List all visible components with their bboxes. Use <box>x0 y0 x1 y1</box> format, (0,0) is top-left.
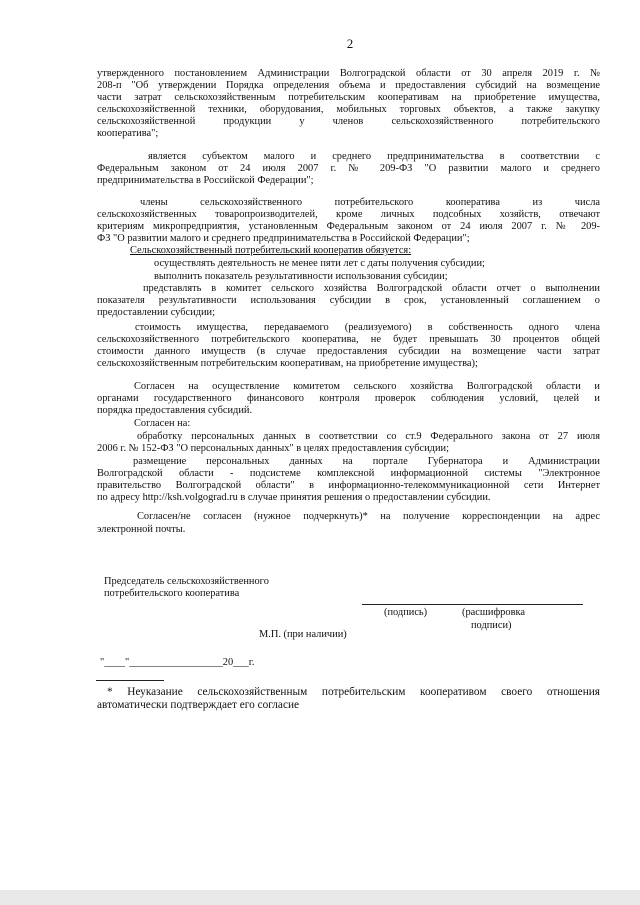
body-line: части затрат сельскохозяйственным потребительским кооперативам на приобретение имущества, <box>97 92 600 103</box>
body-line: Согласен/не согласен (нужное подчеркнуть)* на получение корреспонденции на адрес <box>137 511 600 522</box>
body-line: сельскохозяйственных товаропроизводителей, кроме личных подсобных хозяйств, отвечают <box>97 209 600 220</box>
body-line: предпринимательства в Российской Федерации"; <box>97 175 314 186</box>
body-line: представлять в комитет сельского хозяйства Волгоградской области отчет о выполнении <box>143 283 600 294</box>
signatory-position: потребительского кооператива <box>104 588 240 599</box>
body-line: размещение персональных данных на портале Губернатора и Администрации <box>133 456 600 467</box>
body-line: порядка предоставления субсидий. <box>97 405 253 416</box>
body-line: стоимость имущества, передаваемого (реализуемого) в собственность одного члена <box>135 322 600 333</box>
body-line: правительство Волгоградской области" в информационно-телекоммуникационной сети Интернет <box>97 480 600 491</box>
signature-label: (подпись) <box>384 607 428 618</box>
footnote-line: автоматически подтверждает его согласие <box>97 699 300 711</box>
body-line: предоставлении субсидии; <box>97 307 215 318</box>
scan-bottom-edge <box>0 890 640 905</box>
page-number: 2 <box>346 36 354 51</box>
body-line: сельскохозяйственного потребительского кооператива, не будет превышать 30 процентов общей <box>97 334 600 345</box>
body-line: обработку персональных данных в соответствии со ст.9 Федерального закона от 27 июля <box>137 431 600 442</box>
body-line: осуществлять деятельность не менее пяти лет с даты получения субсидии; <box>154 258 485 269</box>
body-line: критериям микропредприятия, установленным Федеральным законом от 24 июля 2007 г. № 209- <box>97 221 600 232</box>
body-line: Согласен на: <box>134 418 191 429</box>
body-line: 208-п "Об утверждении Порядка определения объема и предоставления субсидий на возмещение <box>97 80 600 91</box>
obligations-heading: Сельскохозяйственный потребительский кооператив обязуется: <box>130 245 412 256</box>
decryption-label: подписи) <box>471 620 512 631</box>
signatory-position: Председатель сельскохозяйственного <box>104 576 269 587</box>
body-line: выполнить показатель результативности использования субсидии; <box>154 271 448 282</box>
signature-line <box>362 604 583 605</box>
body-line: сельскохозяйственной продукции у членов сельскохозяйственного потребительского <box>97 116 600 127</box>
body-line: органами государственного финансового контроля проверок соблюдения условий, целей и <box>97 393 600 404</box>
body-line: члены сельскохозяйственного потребительского кооператива из числа <box>140 197 600 208</box>
body-line: сельскохозяйственным потребительским кооперативам, на приобретение имущества); <box>97 358 478 369</box>
footnote-separator <box>96 680 164 681</box>
body-line: электронной почты. <box>97 524 186 535</box>
decryption-label: (расшифровка <box>462 607 525 618</box>
body-line: Федеральным законом от 24 июля 2007 г. № 209-ФЗ "О развитии малого и среднего <box>97 163 600 174</box>
stamp-label: М.П. (при наличии) <box>259 629 347 640</box>
body-line: сельскохозяйственной техники, оборудования, мобильных торговых объектов, а также закупку <box>97 104 600 115</box>
date-line: "____"__________________20___г. <box>100 657 255 668</box>
body-line: является субъектом малого и среднего предпринимательства в соответствии с <box>148 151 600 162</box>
body-line: ФЗ "О развитии малого и среднего предпринимательства в Российской Федерации"; <box>97 233 470 244</box>
body-line: Волгоградской области - подсистеме комплексной информационной системы "Электронное <box>97 468 600 479</box>
body-line: Согласен на осуществление комитетом сельского хозяйства Волгоградской области и <box>134 381 600 392</box>
body-line: по адресу http://ksh.volgograd.ru в случае принятия решения о предоставлении субсидии. <box>97 492 491 503</box>
body-line: показателя результативности использования субсидии в срок, установленный соглашением о <box>97 295 600 306</box>
body-line: 2006 г. № 152-ФЗ "О персональных данных" в целях предоставления субсидии; <box>97 443 449 454</box>
body-line: кооператива"; <box>97 128 159 139</box>
body-line: стоимости данного имуществ (в случае предоставления субсидии на возмещение части затрат <box>97 346 600 357</box>
body-line: утвержденного постановлением Администрации Волгоградской области от 30 апреля 2019 г. № <box>97 68 600 79</box>
footnote-line: * Неуказание сельскохозяйственным потребительским кооперативом своего отношения <box>107 686 600 698</box>
